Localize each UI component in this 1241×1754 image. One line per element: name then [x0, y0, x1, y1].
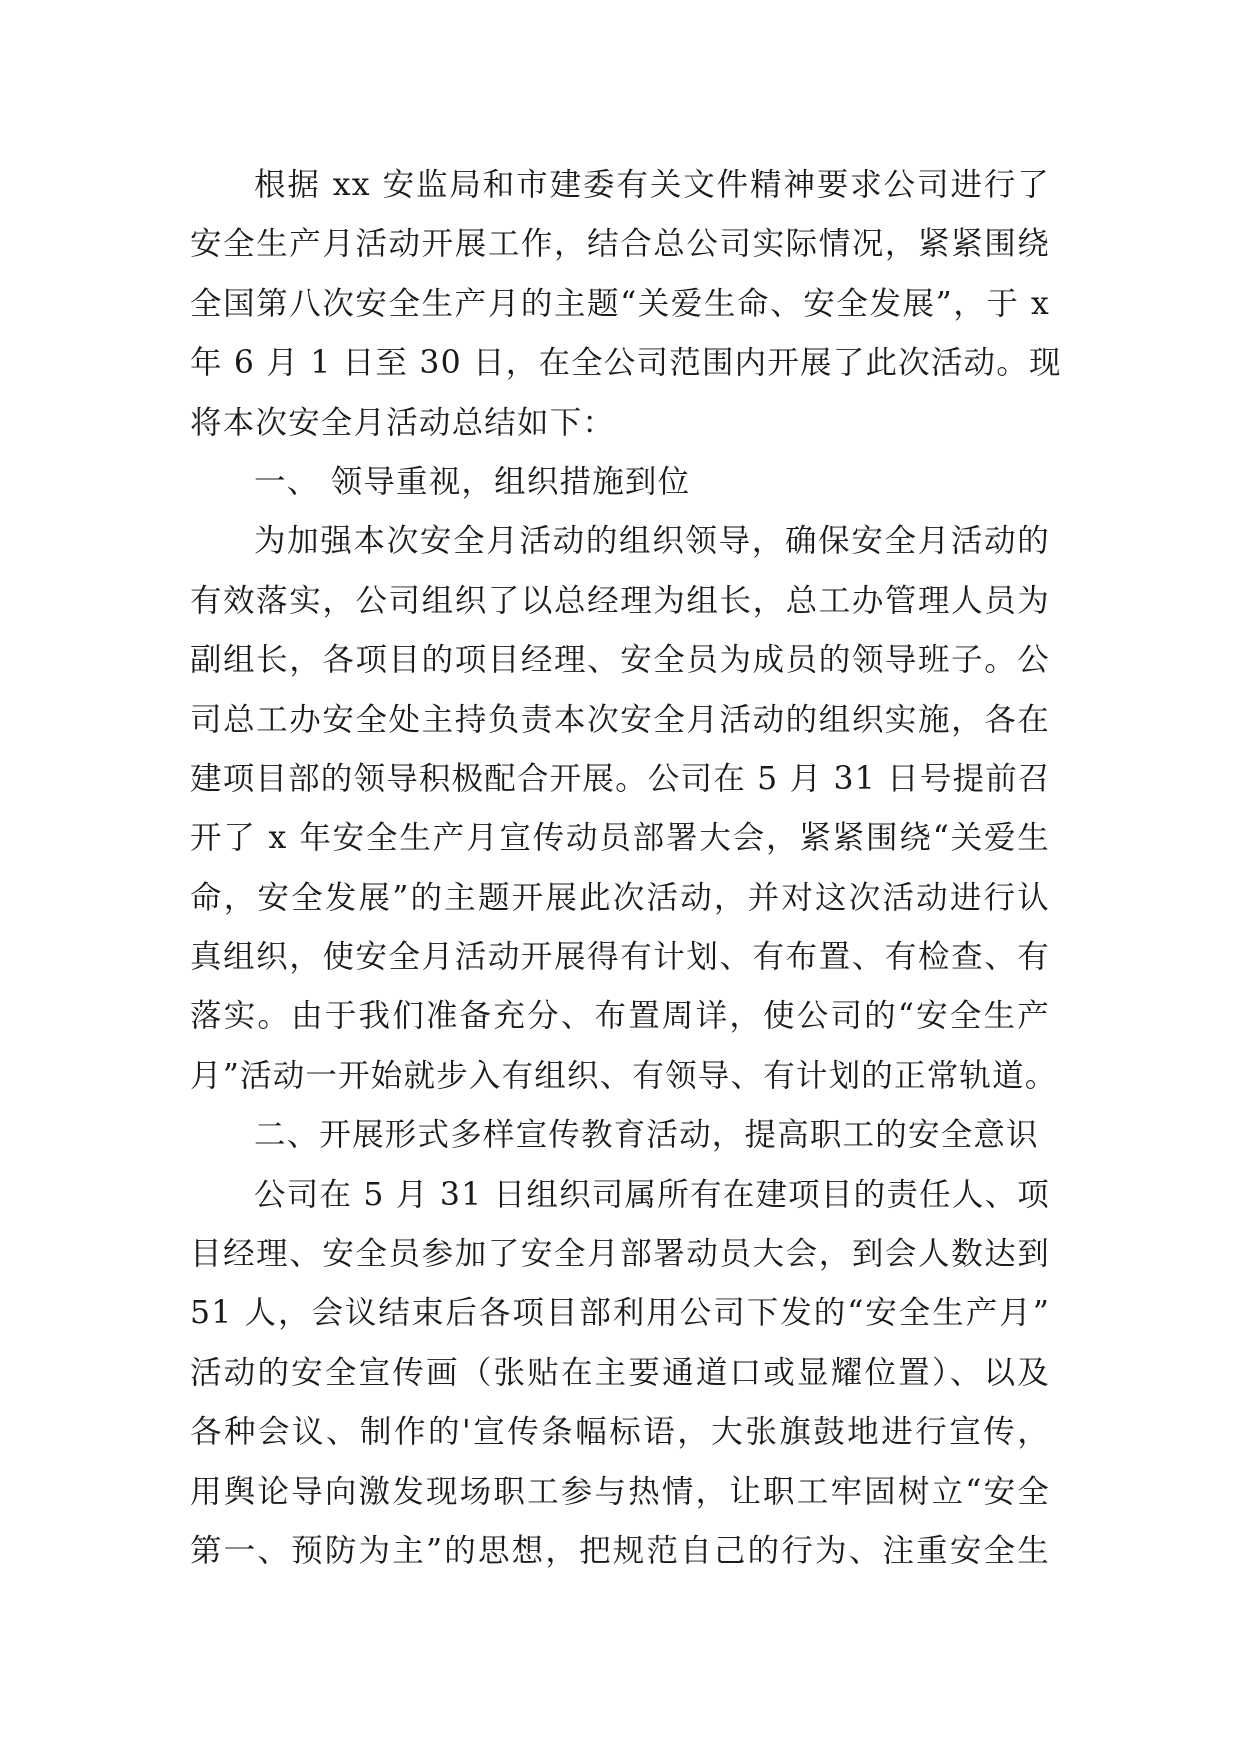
paragraph-line: 为加强本次安全月活动的组织领导，确保安全月活动的	[254, 523, 1050, 560]
paragraph-last-line: 一、 领导重视，组织措施到位	[254, 463, 691, 500]
paragraph-line: 全国第八次安全生产月的主题“关爱生命、安全发展”，于 x	[190, 285, 1050, 322]
paragraph-line: 司总工办安全处主持负责本次安全月活动的组织实施，各在	[190, 701, 1050, 738]
paragraph-line: 落实。由于我们准备充分、布置周详，使公司的“安全生产	[190, 998, 1050, 1035]
paragraph-line: 各种会议、制作的'宣传条幅标语，大张旗鼓地进行宣传，	[190, 1414, 1050, 1451]
paragraph-last-line: 将本次安全月活动总结如下：	[190, 404, 616, 441]
paragraph-line: 根据 xx 安监局和市建委有关文件精神要求公司进行了	[254, 167, 1050, 203]
paragraph-line: 副组长，各项目的项目经理、安全员为成员的领导班子。公	[190, 642, 1050, 679]
paragraph-line: 目经理、安全员参加了安全月部署动员大会，到会人数达到	[190, 1236, 1050, 1273]
paragraph-line: 开了 x 年安全生产月宣传动员部署大会，紧紧围绕“关爱生	[190, 820, 1050, 857]
paragraph-line: 命，安全发展”的主题开展此次活动，并对这次活动进行认	[190, 879, 1050, 916]
paragraph-line: 第一、预防为主”的思想，把规范自己的行为、注重安全生	[190, 1532, 1050, 1569]
paragraph-line: 安全生产月活动开展工作，结合总公司实际情况，紧紧围绕	[190, 226, 1050, 263]
paragraph-line: 真组织，使安全月活动开展得有计划、有布置、有检查、有	[190, 939, 1050, 976]
paragraph-last-line: 月”活动一开始就步入有组织、有领导、有计划的正常轨道。	[190, 1057, 1058, 1094]
paragraph-line: 公司在 5 月 31 日组织司属所有在建项目的责任人、项	[254, 1176, 1050, 1213]
paragraph-line: 有效落实，公司组织了以总经理为组长，总工办管理人员为	[190, 582, 1050, 619]
paragraph-last-line: 二、开展形式多样宣传教育活动，提高职工的安全意识	[254, 1117, 1039, 1154]
paragraph-line: 年 6 月 1 日至 30 日，在全公司范围内开展了此次活动。现	[190, 345, 1062, 382]
document-body	[190, 156, 1062, 1581]
paragraph-line: 建项目部的领导积极配合开展。公司在 5 月 31 日号提前召	[190, 760, 1051, 797]
paragraph-line: 51 人，会议结束后各项目部利用公司下发的“安全生产月”	[190, 1295, 1050, 1332]
paragraph-line: 活动的安全宣传画（张贴在主要通道口或显耀位置）、以及	[190, 1354, 1050, 1391]
paragraph-line: 用舆论导向激发现场职工参与热情，让职工牢固树立“安全	[190, 1473, 1050, 1510]
